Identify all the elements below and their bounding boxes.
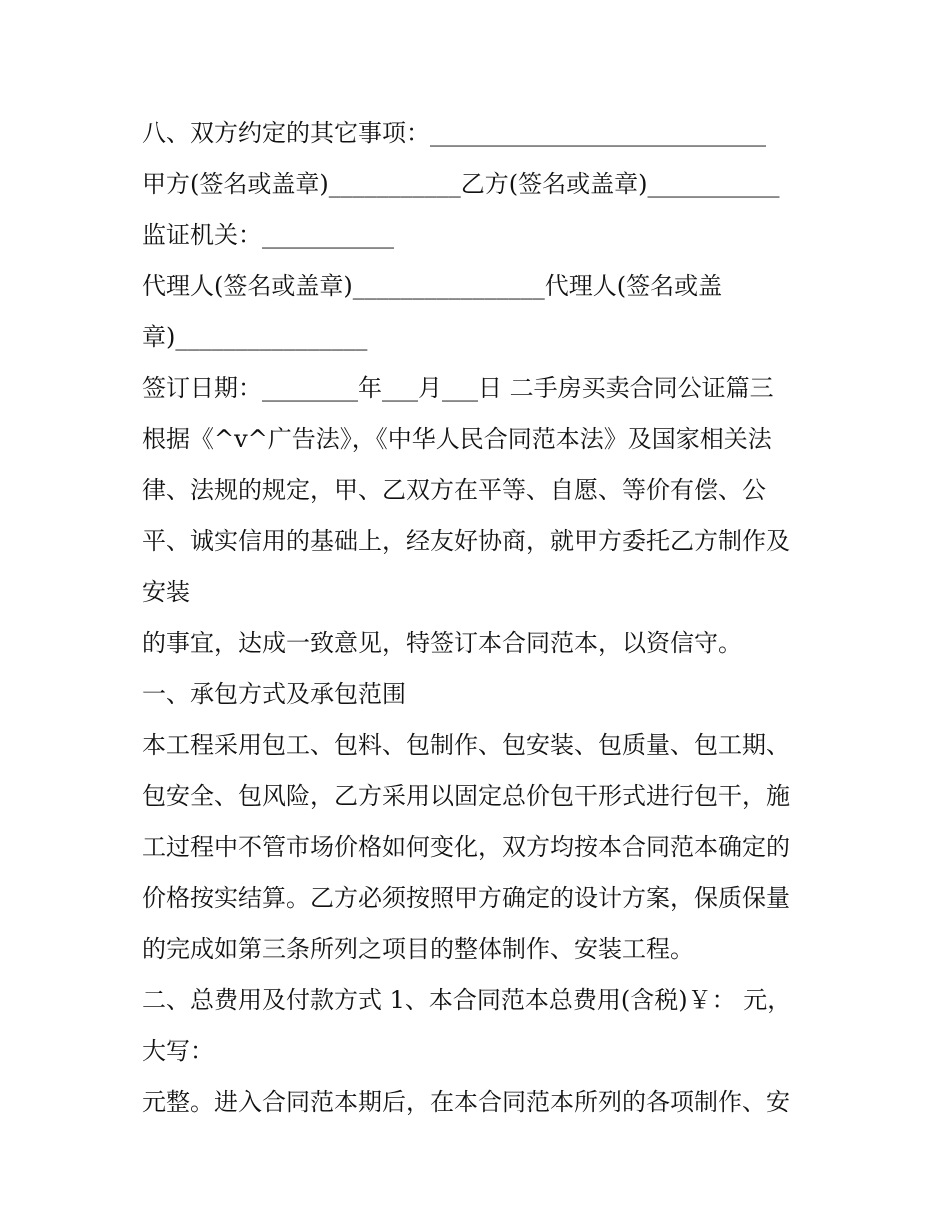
document-body: [142, 108, 822, 1128]
paragraph-line: 工过程中不管市场价格如何变化，双方均按本合同范本确定的: [142, 833, 790, 861]
paragraph-line: 大写：: [142, 1037, 214, 1065]
paragraph-line: 根据《^v^广告法》，《中华人民合同范本法》及国家相关法: [142, 425, 772, 453]
clause-8-other-matters: 八、双方约定的其它事项：____________________________: [142, 119, 766, 147]
paragraph-line: 平、诚实信用的基础上，经友好协商，就甲方委托乙方制作及: [142, 527, 790, 555]
paragraph-line: 本工程采用包工、包料、包制作、包安装、包质量、包工期、: [142, 731, 790, 759]
section-heading-2: 二、总费用及付款方式 1、本合同范本总费用(含税)￥： 元，: [142, 986, 792, 1014]
paragraph-line: 安装: [142, 578, 190, 606]
section-heading-1: 一、承包方式及承包范围: [142, 680, 406, 708]
paragraph-line: 价格按实结算。乙方必须按照甲方确定的设计方案，保质保量: [142, 884, 790, 912]
signing-date-line: 签订日期：________年___月___日 二手房买卖合同公证篇三: [142, 374, 774, 402]
paragraph-line: 的完成如第三条所列之项目的整体制作、安装工程。: [142, 935, 694, 963]
agent-signature-line-cont: 章)________________: [142, 323, 368, 351]
paragraph-line: 包安全、包风险，乙方采用以固定总价包干形式进行包干，施: [142, 782, 790, 810]
paragraph-line: 律、法规的规定，甲、乙双方在平等、自愿、等价有偿、公: [142, 476, 766, 504]
agent-signature-line: 代理人(签名或盖章)________________代理人(签名或盖: [142, 272, 723, 300]
paragraph-line: 的事宜，达成一致意见，特签订本合同范本，以资信守。: [142, 629, 742, 657]
notary-authority-line: 监证机关：___________: [142, 221, 394, 249]
paragraph-line: 元整。进入合同范本期后，在本合同范本所列的各项制作、安: [142, 1088, 790, 1116]
party-signature-line: 甲方(签名或盖章)___________乙方(签名或盖章)___________: [142, 170, 780, 198]
